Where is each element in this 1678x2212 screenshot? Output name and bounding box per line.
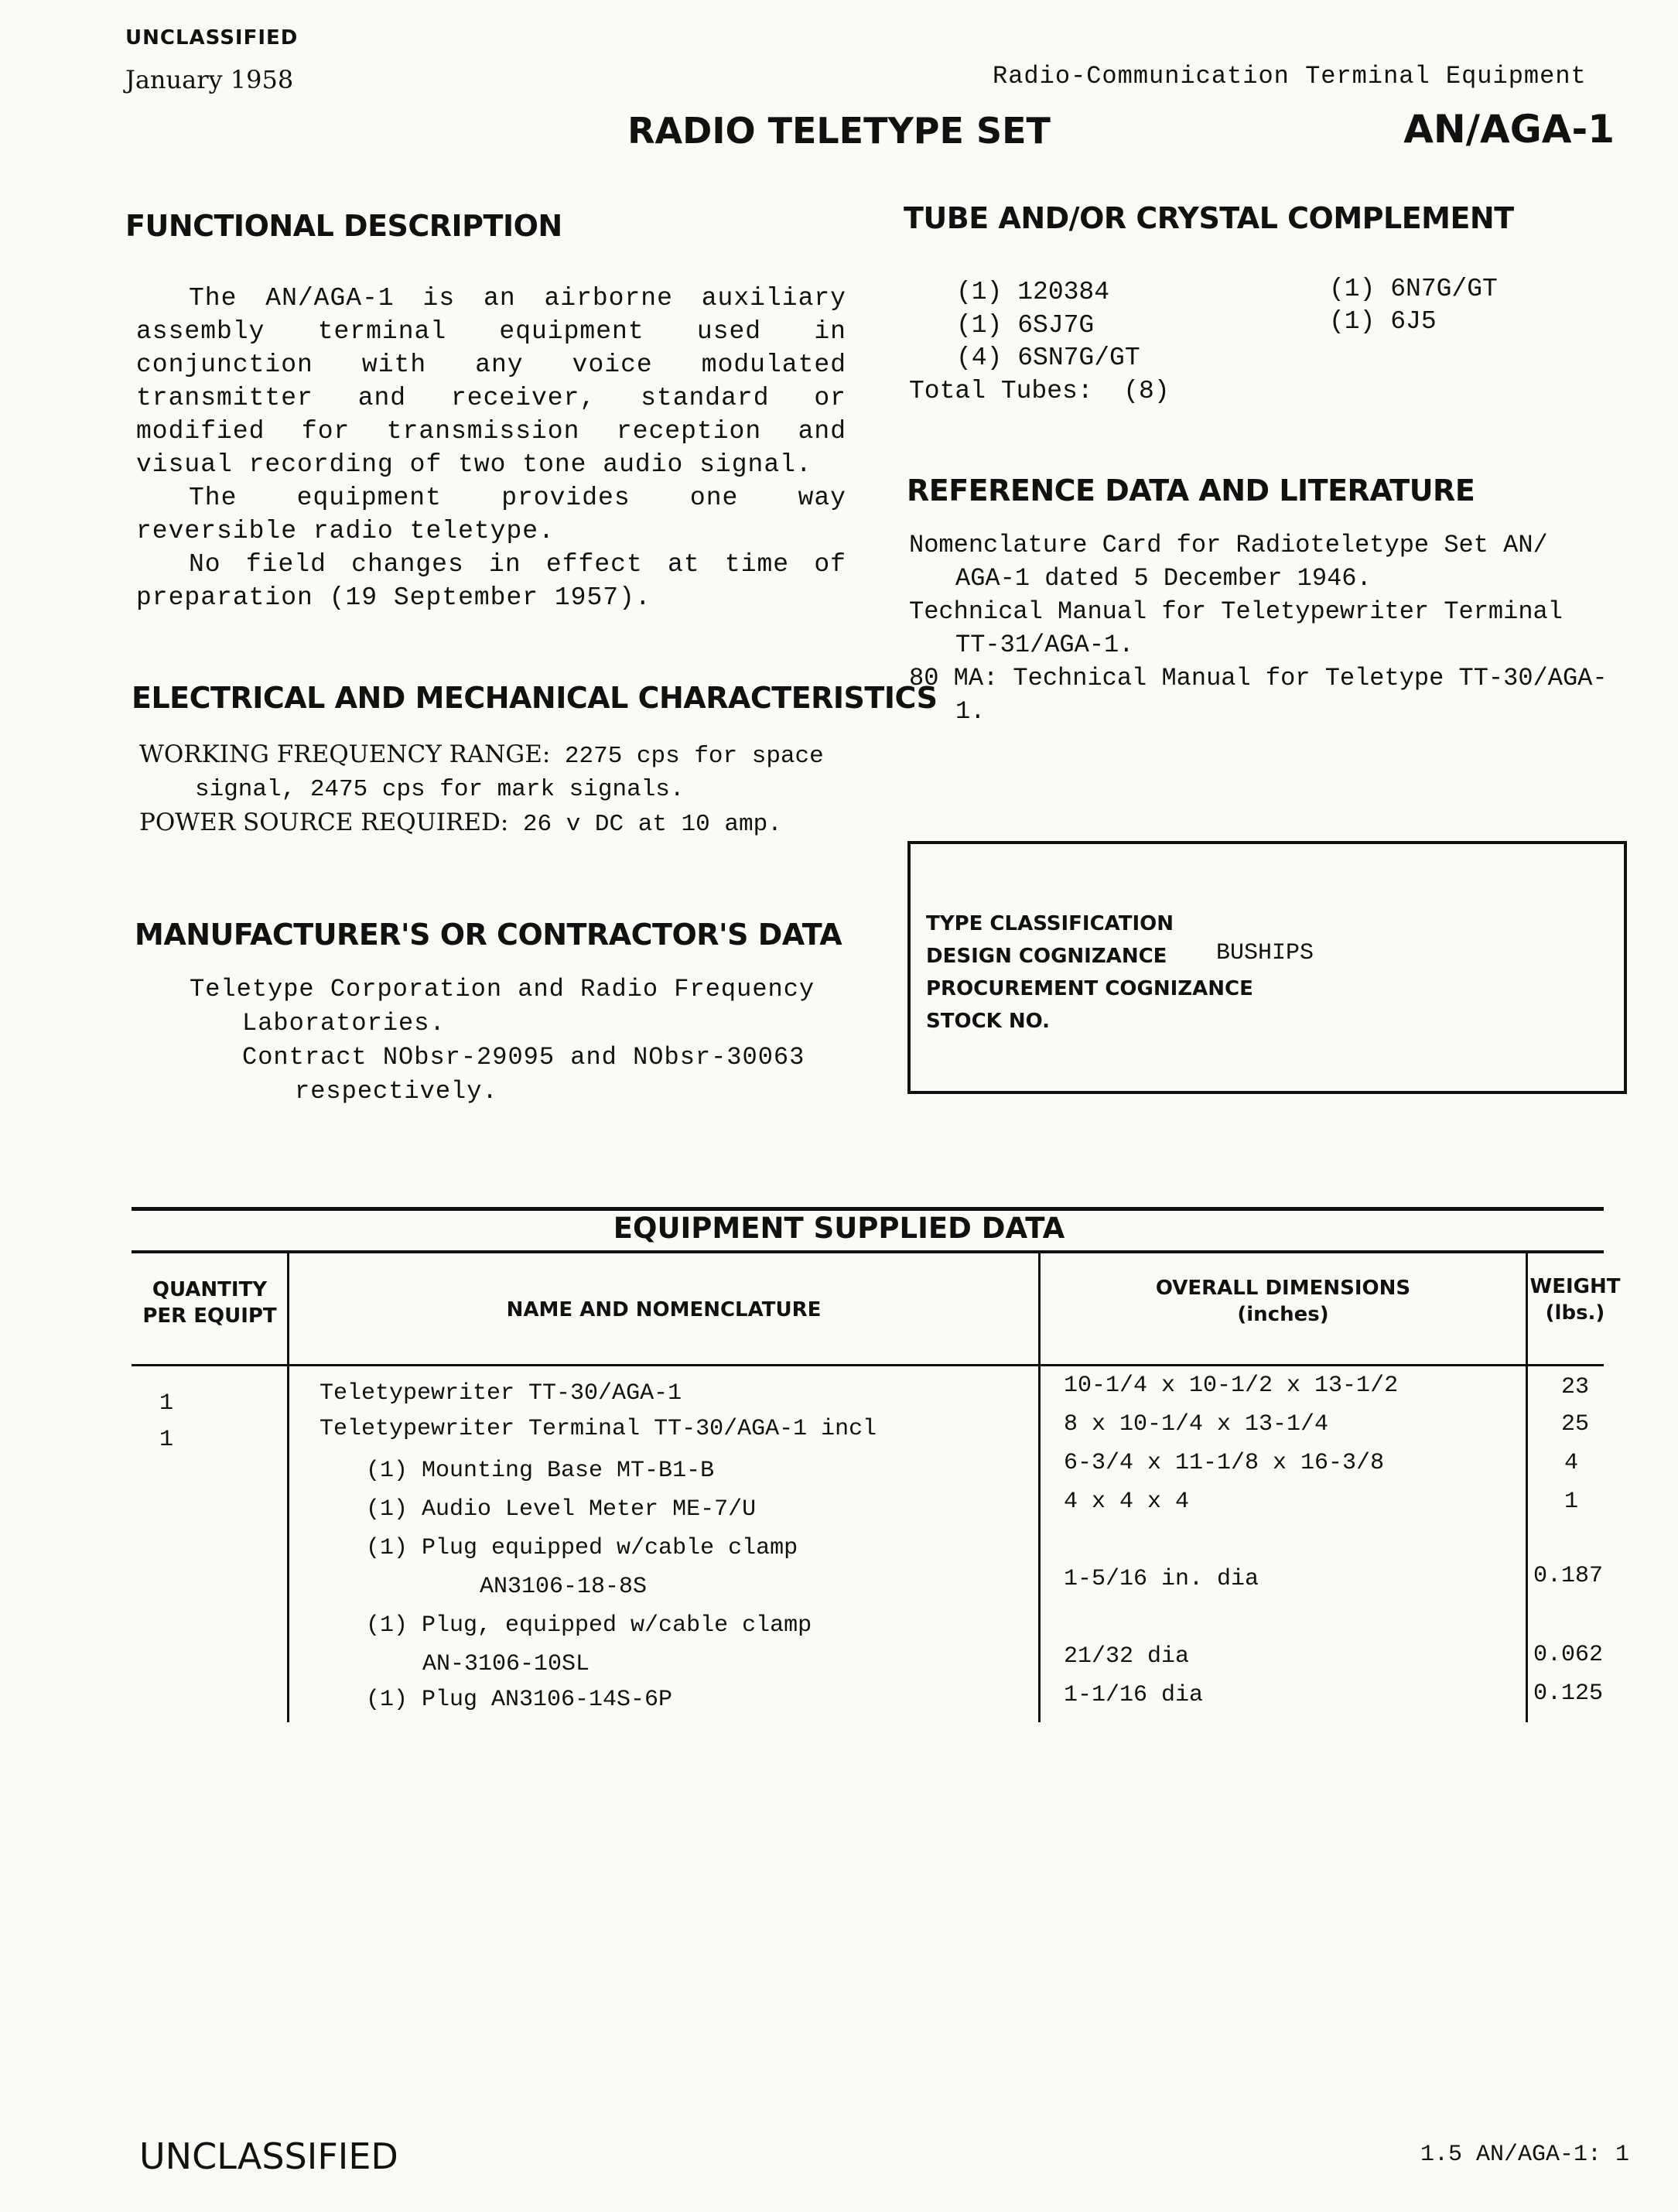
stock-number-label: STOCK NO. bbox=[926, 1010, 1051, 1033]
frequency-label: WORKING FREQUENCY RANGE: bbox=[139, 740, 551, 768]
power-value: 26 v DC at 10 amp. bbox=[522, 811, 782, 838]
table-header-rule bbox=[132, 1250, 1604, 1253]
functional-paragraph: The AN/AGA-1 is an airborne auxiliary assembly terminal equipment used in conjunction with any voice modulated transmitter and receiver, standard or modified for transmission reception and visual recording of two tone audio signal. bbox=[136, 284, 846, 479]
functional-paragraph: No field changes in effect at time of preparation (19 September 1957). bbox=[136, 550, 846, 612]
tube-item: (4) 6SN7G/GT bbox=[956, 344, 1140, 372]
table-top-rule bbox=[132, 1207, 1604, 1211]
procurement-cognizance-label: PROCUREMENT COGNIZANCE bbox=[926, 977, 1253, 1000]
manufacturer-heading: MANUFACTURER'S OR CONTRACTOR'S DATA bbox=[135, 918, 842, 952]
header-weight: WEIGHT (lbs.) bbox=[1529, 1275, 1621, 1325]
table-cell-weight: 25 bbox=[1561, 1411, 1590, 1438]
reference-heading: REFERENCE DATA AND LITERATURE bbox=[907, 474, 1475, 508]
table-cell-weight: 0.125 bbox=[1533, 1680, 1604, 1707]
publication-date: January 1958 bbox=[125, 65, 294, 94]
table-cell-dims: 10-1/4 x 10-1/2 x 13-1/2 bbox=[1064, 1373, 1399, 1399]
table-cell-dims: 8 x 10-1/4 x 13-1/4 bbox=[1064, 1411, 1329, 1438]
table-cell-weight: 23 bbox=[1561, 1374, 1590, 1400]
table-cell-weight: 0.062 bbox=[1533, 1642, 1604, 1668]
table-cell-name: Teletypewriter TT-30/AGA-1 bbox=[320, 1380, 682, 1407]
tube-item: (1) 6N7G/GT bbox=[1329, 275, 1498, 303]
classification-marking-top: UNCLASSIFIED bbox=[125, 26, 299, 50]
reference-item: 80 MA: Technical Manual for Teletype TT-30/AGA-1. bbox=[909, 664, 1608, 726]
electrical-heading: ELECTRICAL AND MECHANICAL CHARACTERISTICS bbox=[132, 681, 938, 715]
table-cell-dims: 1-1/16 dia bbox=[1064, 1682, 1204, 1708]
power-label: POWER SOURCE REQUIRED: bbox=[139, 809, 509, 836]
table-column-divider bbox=[287, 1252, 289, 1722]
electrical-body bbox=[139, 738, 851, 841]
table-cell-name: AN3106-18-8S bbox=[480, 1574, 648, 1600]
header-dimensions: OVERALL DIMENSIONS (inches) bbox=[1155, 1277, 1411, 1326]
table-header-bottom-rule bbox=[132, 1364, 1604, 1366]
table-cell-name: (1) Plug equipped w/cable clamp bbox=[366, 1535, 798, 1561]
functional-description-heading: FUNCTIONAL DESCRIPTION bbox=[125, 209, 562, 243]
reference-item: Nomenclature Card for Radioteletype Set AN/ AGA-1 dated 5 December 1946. bbox=[909, 531, 1548, 593]
manufacturer-contract: Contract NObsr-29095 and NObsr-30063 respectively. bbox=[242, 1043, 805, 1106]
functional-paragraph: The equipment provides one way reversible radio teletype. bbox=[136, 484, 846, 545]
manufacturer-body bbox=[190, 973, 855, 1109]
manufacturer-company: Teletype Corporation and Radio Frequency Laboratories. bbox=[190, 975, 815, 1038]
table-cell-dims: 4 x 4 x 4 bbox=[1064, 1489, 1190, 1515]
design-cognizance-value: BUSHIPS bbox=[1216, 940, 1314, 966]
reference-list bbox=[909, 528, 1615, 728]
tube-item: (1) 6J5 bbox=[1329, 307, 1437, 336]
page-title: RADIO TELETYPE SET bbox=[627, 110, 1051, 152]
table-cell-qty: 1 bbox=[159, 1427, 174, 1453]
tube-complement-heading: TUBE AND/OR CRYSTAL COMPLEMENT bbox=[904, 201, 1514, 235]
table-column-divider bbox=[1526, 1252, 1528, 1722]
table-cell-dims: 21/32 dia bbox=[1064, 1643, 1190, 1670]
tube-item: (1) 120384 bbox=[956, 278, 1110, 306]
page-number: 1.5 AN/AGA-1: 1 bbox=[1420, 2142, 1629, 2168]
table-cell-name: Teletypewriter Terminal TT-30/AGA-1 incl bbox=[320, 1416, 877, 1442]
frequency-value: 2275 cps for space signal, 2475 cps for mark signals. bbox=[195, 743, 824, 803]
table-cell-name: (1) Audio Level Meter ME-7/U bbox=[366, 1496, 757, 1523]
header-quantity: QUANTITY PER EQUIPT bbox=[142, 1278, 277, 1328]
model-number: AN/AGA-1 bbox=[1403, 107, 1615, 152]
type-classification-label: TYPE CLASSIFICATION bbox=[926, 912, 1174, 935]
table-cell-weight: 1 bbox=[1564, 1489, 1579, 1515]
functional-description-body bbox=[136, 282, 846, 614]
table-cell-dims: 6-3/4 x 11-1/8 x 16-3/8 bbox=[1064, 1450, 1385, 1476]
table-cell-qty: 1 bbox=[159, 1390, 174, 1417]
equipment-table-title: EQUIPMENT SUPPLIED DATA bbox=[613, 1212, 1065, 1245]
table-cell-name: (1) Mounting Base MT-B1-B bbox=[366, 1458, 715, 1484]
table-cell-dims: 1-5/16 in. dia bbox=[1064, 1566, 1259, 1592]
table-cell-name: (1) Plug, equipped w/cable clamp bbox=[366, 1612, 812, 1639]
tube-item: (1) 6SJ7G bbox=[956, 311, 1095, 340]
classification-marking-bottom: UNCLASSIFIED bbox=[139, 2135, 398, 2177]
table-cell-weight: 4 bbox=[1564, 1450, 1579, 1476]
equipment-category: Radio-Communication Terminal Equipment bbox=[993, 62, 1587, 91]
reference-item: Technical Manual for Teletypewriter Terminal TT-31/AGA-1. bbox=[909, 597, 1563, 659]
table-cell-weight: 0.187 bbox=[1533, 1563, 1604, 1589]
header-name: NAME AND NOMENCLATURE bbox=[506, 1298, 822, 1321]
tube-total: Total Tubes: (8) bbox=[909, 377, 1170, 405]
classification-box bbox=[907, 841, 1627, 1094]
table-column-divider bbox=[1038, 1252, 1041, 1722]
table-cell-name: (1) Plug AN3106-14S-6P bbox=[366, 1687, 673, 1713]
table-cell-name: AN-3106-10SL bbox=[422, 1651, 590, 1677]
design-cognizance-label: DESIGN COGNIZANCE bbox=[926, 945, 1167, 968]
